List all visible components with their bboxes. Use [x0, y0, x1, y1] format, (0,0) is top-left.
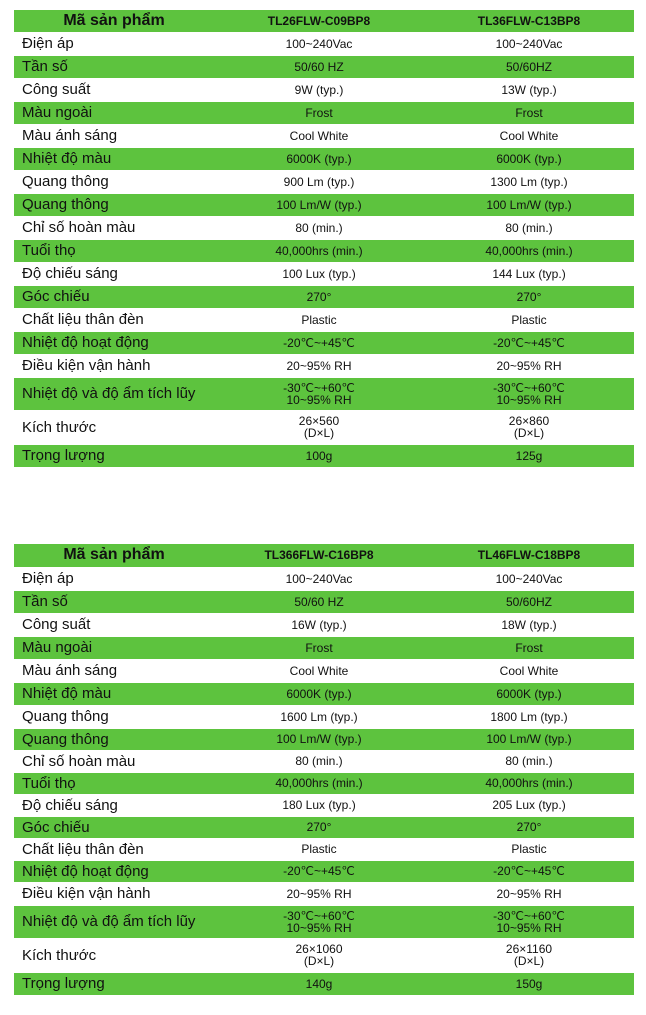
spec-label: Điện áp	[14, 567, 214, 590]
spec-row	[14, 905, 634, 938]
spec-value-line: 20~95% RH	[286, 886, 352, 901]
spec-row	[14, 331, 634, 354]
spec-table-1	[14, 10, 634, 468]
spec-value-2	[424, 32, 634, 55]
spec-value-1	[214, 444, 424, 467]
spec-value-2	[424, 838, 634, 860]
spec-value-line: 100 Lux (typ.)	[282, 266, 356, 281]
spec-value-2	[424, 410, 634, 444]
spec-row	[14, 705, 634, 728]
spec-row	[14, 78, 634, 101]
spec-row	[14, 308, 634, 331]
model-1-cell: TL366FLW-C16BP8	[214, 544, 424, 567]
spec-row	[14, 636, 634, 659]
spec-value-2	[424, 147, 634, 170]
spec-label: Quang thông	[14, 728, 214, 750]
spec-value-2	[424, 377, 634, 410]
spec-row	[14, 124, 634, 147]
spec-row	[14, 101, 634, 124]
spec-value-1	[214, 331, 424, 354]
spec-value-1	[214, 216, 424, 239]
spec-row	[14, 55, 634, 78]
spec-value-1	[214, 101, 424, 124]
spec-value-1	[214, 170, 424, 193]
spec-value-1	[214, 78, 424, 101]
spec-value-line: Cool White	[499, 663, 559, 678]
spec-value-line: 18W (typ.)	[501, 617, 557, 632]
spec-value-line: -30℃~+60℃	[283, 380, 355, 395]
spec-value-1	[214, 239, 424, 262]
spec-value-line: 26×560	[298, 414, 340, 428]
spec-row	[14, 216, 634, 239]
model-2-cell: TL46FLW-C18BP8	[424, 544, 634, 567]
spec-value-line: 26×860	[508, 414, 550, 428]
spec-value-line: 100 Lm/W (typ.)	[486, 197, 572, 212]
spec-value-line: (D×L)	[303, 426, 335, 440]
spec-value-line: 80 (min.)	[295, 220, 343, 235]
spec-row	[14, 938, 634, 972]
spec-value-1	[214, 728, 424, 750]
spec-label: Kích thước	[14, 410, 214, 444]
spec-value-line: Plastic	[511, 312, 547, 327]
spec-label: Điều kiện vận hành	[14, 882, 214, 905]
spec-label: Tuổi thọ	[14, 239, 214, 262]
spec-value-1	[214, 860, 424, 882]
spec-value-line: 40,000hrs (min.)	[275, 243, 363, 258]
spec-value-1	[214, 354, 424, 377]
spec-label: Nhiệt độ hoạt động	[14, 331, 214, 354]
spec-value-2	[424, 905, 634, 938]
spec-value-line: 270°	[306, 820, 332, 834]
spec-label: Nhiệt độ và độ ẩm tích lũy	[14, 377, 214, 410]
spec-value-line: Frost	[305, 640, 333, 655]
spec-value-line: 270°	[516, 289, 542, 304]
spec-value-2	[424, 860, 634, 882]
spec-row	[14, 377, 634, 410]
spec-value-line: 10~95% RH	[286, 920, 352, 935]
spec-value-line: Cool White	[289, 663, 349, 678]
spec-value-line: -20℃~+45℃	[493, 335, 565, 350]
spec-value-line: Plastic	[301, 842, 337, 856]
spec-row	[14, 972, 634, 995]
spec-label: Chất liệu thân đèn	[14, 308, 214, 331]
spec-value-1	[214, 882, 424, 905]
spec-label: Màu ngoài	[14, 101, 214, 124]
spec-value-line: 10~95% RH	[496, 920, 562, 935]
spec-row	[14, 193, 634, 216]
spec-row	[14, 750, 634, 772]
spec-label: Nhiệt độ hoạt động	[14, 860, 214, 882]
spec-value-2	[424, 750, 634, 772]
spec-value-2	[424, 636, 634, 659]
spec-value-line: -20℃~+45℃	[283, 864, 355, 878]
spec-label: Chất liệu thân đèn	[14, 838, 214, 860]
spec-row	[14, 816, 634, 838]
spec-value-2	[424, 972, 634, 995]
spec-value-line: 26×1160	[505, 942, 553, 956]
spec-label: Điện áp	[14, 32, 214, 55]
spec-value-2	[424, 308, 634, 331]
spec-row	[14, 239, 634, 262]
spec-row	[14, 147, 634, 170]
spec-value-line: Plastic	[511, 842, 547, 856]
spec-label: Công suất	[14, 613, 214, 636]
spec-value-line: 26×1060	[295, 942, 343, 956]
spec-row	[14, 262, 634, 285]
spec-value-2	[424, 682, 634, 705]
spec-label: Trọng lượng	[14, 444, 214, 467]
spec-value-line: Cool White	[289, 128, 349, 143]
spec-value-line: (D×L)	[513, 426, 545, 440]
spec-value-2	[424, 331, 634, 354]
spec-value-2	[424, 794, 634, 816]
spec-value-line: 80 (min.)	[505, 754, 553, 768]
spec-row	[14, 567, 634, 590]
spec-row	[14, 682, 634, 705]
spec-value-1	[214, 32, 424, 55]
header-row	[14, 544, 634, 567]
spec-value-line: 900 Lm (typ.)	[283, 174, 355, 189]
spec-value-1	[214, 55, 424, 78]
spec-value-line: 9W (typ.)	[294, 82, 344, 97]
spec-label: Quang thông	[14, 193, 214, 216]
spec-value-1	[214, 262, 424, 285]
spec-value-1	[214, 772, 424, 794]
spec-label: Chỉ số hoàn màu	[14, 216, 214, 239]
spec-value-1	[214, 659, 424, 682]
spec-value-line: 125g	[515, 448, 543, 463]
spec-value-line: -20℃~+45℃	[493, 864, 565, 878]
spec-value-line: Frost	[305, 105, 333, 120]
spec-value-line: 20~95% RH	[286, 358, 352, 373]
spec-label: Quang thông	[14, 705, 214, 728]
spec-value-line: 270°	[516, 820, 542, 834]
spec-value-1	[214, 816, 424, 838]
spec-value-line: 270°	[306, 289, 332, 304]
spec-value-1	[214, 193, 424, 216]
spec-value-line: 150g	[515, 976, 543, 991]
spec-value-1	[214, 613, 424, 636]
spec-value-1	[214, 285, 424, 308]
spec-label: Nhiệt độ và độ ẩm tích lũy	[14, 905, 214, 938]
spec-value-1	[214, 705, 424, 728]
spec-label: Độ chiếu sáng	[14, 794, 214, 816]
spec-value-1	[214, 590, 424, 613]
spec-value-line: 1600 Lm (typ.)	[280, 709, 358, 724]
spec-value-line: 100g	[305, 448, 333, 463]
spec-row	[14, 285, 634, 308]
spec-value-line: -30℃~+60℃	[493, 908, 565, 923]
spec-label: Độ chiếu sáng	[14, 262, 214, 285]
spec-value-1	[214, 124, 424, 147]
spec-value-line: 16W (typ.)	[291, 617, 347, 632]
header-label-cell: Mã sản phẩm	[14, 544, 214, 567]
spec-value-line: 50/60 HZ	[294, 594, 344, 609]
model-2-cell: TL36FLW-C13BP8	[424, 10, 634, 32]
spec-value-line: 10~95% RH	[286, 392, 352, 407]
spec-row	[14, 32, 634, 55]
spec-value-line: Frost	[515, 640, 543, 655]
spec-value-line: 100 Lm/W (typ.)	[276, 197, 362, 212]
spec-label: Trọng lượng	[14, 972, 214, 995]
spec-value-2	[424, 567, 634, 590]
spec-label: Góc chiếu	[14, 285, 214, 308]
spec-value-1	[214, 750, 424, 772]
spec-value-1	[214, 308, 424, 331]
spec-value-2	[424, 216, 634, 239]
spec-value-line: 6000K (typ.)	[496, 151, 562, 166]
spec-label: Màu ánh sáng	[14, 124, 214, 147]
spec-value-2	[424, 239, 634, 262]
spec-value-1	[214, 377, 424, 410]
spec-value-1	[214, 794, 424, 816]
spec-value-2	[424, 101, 634, 124]
spec-value-line: 100~240Vac	[285, 571, 353, 586]
spec-value-2	[424, 705, 634, 728]
spec-value-line: 100~240Vac	[495, 571, 563, 586]
spec-value-line: (D×L)	[303, 954, 335, 968]
spec-row	[14, 772, 634, 794]
spec-value-line: 205 Lux (typ.)	[492, 798, 566, 812]
spec-row	[14, 838, 634, 860]
spec-value-2	[424, 354, 634, 377]
spec-row	[14, 444, 634, 467]
spec-label: Điều kiện vận hành	[14, 354, 214, 377]
header-label-cell: Mã sản phẩm	[14, 10, 214, 32]
spec-value-line: -30℃~+60℃	[283, 908, 355, 923]
spec-row	[14, 659, 634, 682]
spec-table-2	[14, 544, 634, 996]
spec-row	[14, 613, 634, 636]
spec-value-line: 80 (min.)	[295, 754, 343, 768]
spec-value-line: 40,000hrs (min.)	[275, 776, 363, 790]
spec-value-line: 20~95% RH	[496, 886, 562, 901]
spec-value-2	[424, 590, 634, 613]
spec-value-line: 180 Lux (typ.)	[282, 798, 356, 812]
spec-value-line: 10~95% RH	[496, 392, 562, 407]
spec-label: Màu ánh sáng	[14, 659, 214, 682]
spec-value-1	[214, 682, 424, 705]
spec-row	[14, 794, 634, 816]
spec-value-2	[424, 613, 634, 636]
spec-value-line: 100 Lm/W (typ.)	[276, 732, 362, 746]
spec-label: Kích thước	[14, 938, 214, 972]
spec-row	[14, 860, 634, 882]
spec-value-line: 13W (typ.)	[501, 82, 557, 97]
spec-value-line: -20℃~+45℃	[283, 335, 355, 350]
spec-value-line: 1300 Lm (typ.)	[490, 174, 568, 189]
spec-row	[14, 354, 634, 377]
spec-value-line: -30℃~+60℃	[493, 380, 565, 395]
spec-value-2	[424, 78, 634, 101]
spec-label: Nhiệt độ màu	[14, 147, 214, 170]
spec-value-1	[214, 147, 424, 170]
spec-label: Màu ngoài	[14, 636, 214, 659]
header-row	[14, 10, 634, 32]
model-1-cell: TL26FLW-C09BP8	[214, 10, 424, 32]
spec-value-1	[214, 972, 424, 995]
spec-row	[14, 728, 634, 750]
spec-value-line: 40,000hrs (min.)	[485, 243, 573, 258]
spec-value-line: 6000K (typ.)	[496, 686, 562, 701]
spec-value-2	[424, 262, 634, 285]
spec-label: Tần số	[14, 55, 214, 78]
spec-value-line: Frost	[515, 105, 543, 120]
spec-value-2	[424, 170, 634, 193]
spec-value-line: 6000K (typ.)	[286, 151, 352, 166]
spec-value-2	[424, 728, 634, 750]
spec-row	[14, 590, 634, 613]
spec-label: Góc chiếu	[14, 816, 214, 838]
spec-value-2	[424, 124, 634, 147]
spec-row	[14, 410, 634, 444]
spec-value-2	[424, 193, 634, 216]
spec-value-line: 6000K (typ.)	[286, 686, 352, 701]
spec-value-2	[424, 285, 634, 308]
spec-value-2	[424, 444, 634, 467]
spec-value-line: (D×L)	[513, 954, 545, 968]
spec-value-line: 50/60HZ	[505, 59, 553, 74]
spec-value-2	[424, 772, 634, 794]
spec-value-line: 144 Lux (typ.)	[492, 266, 566, 281]
spec-value-line: 100 Lm/W (typ.)	[486, 732, 572, 746]
spec-value-line: 140g	[305, 976, 333, 991]
spec-label: Tần số	[14, 590, 214, 613]
spec-value-1	[214, 905, 424, 938]
spec-value-line: Cool White	[499, 128, 559, 143]
spec-value-line: 1800 Lm (typ.)	[490, 709, 568, 724]
spec-value-2	[424, 816, 634, 838]
spec-label: Tuổi thọ	[14, 772, 214, 794]
spec-value-line: Plastic	[301, 312, 337, 327]
spec-value-line: 40,000hrs (min.)	[485, 776, 573, 790]
spec-label: Công suất	[14, 78, 214, 101]
spec-row	[14, 882, 634, 905]
spec-value-2	[424, 882, 634, 905]
spec-value-line: 20~95% RH	[496, 358, 562, 373]
spec-value-line: 80 (min.)	[505, 220, 553, 235]
spec-value-1	[214, 838, 424, 860]
spec-label: Nhiệt độ màu	[14, 682, 214, 705]
spec-value-line: 100~240Vac	[495, 36, 563, 51]
spec-value-2	[424, 659, 634, 682]
spec-value-1	[214, 567, 424, 590]
spec-row	[14, 170, 634, 193]
spec-value-2	[424, 55, 634, 78]
spec-value-2	[424, 938, 634, 972]
spec-value-line: 100~240Vac	[285, 36, 353, 51]
spec-label: Quang thông	[14, 170, 214, 193]
spec-value-line: 50/60HZ	[505, 594, 553, 609]
spec-value-1	[214, 938, 424, 972]
spec-value-1	[214, 410, 424, 444]
spec-label: Chỉ số hoàn màu	[14, 750, 214, 772]
spec-value-line: 50/60 HZ	[294, 59, 344, 74]
spec-value-1	[214, 636, 424, 659]
